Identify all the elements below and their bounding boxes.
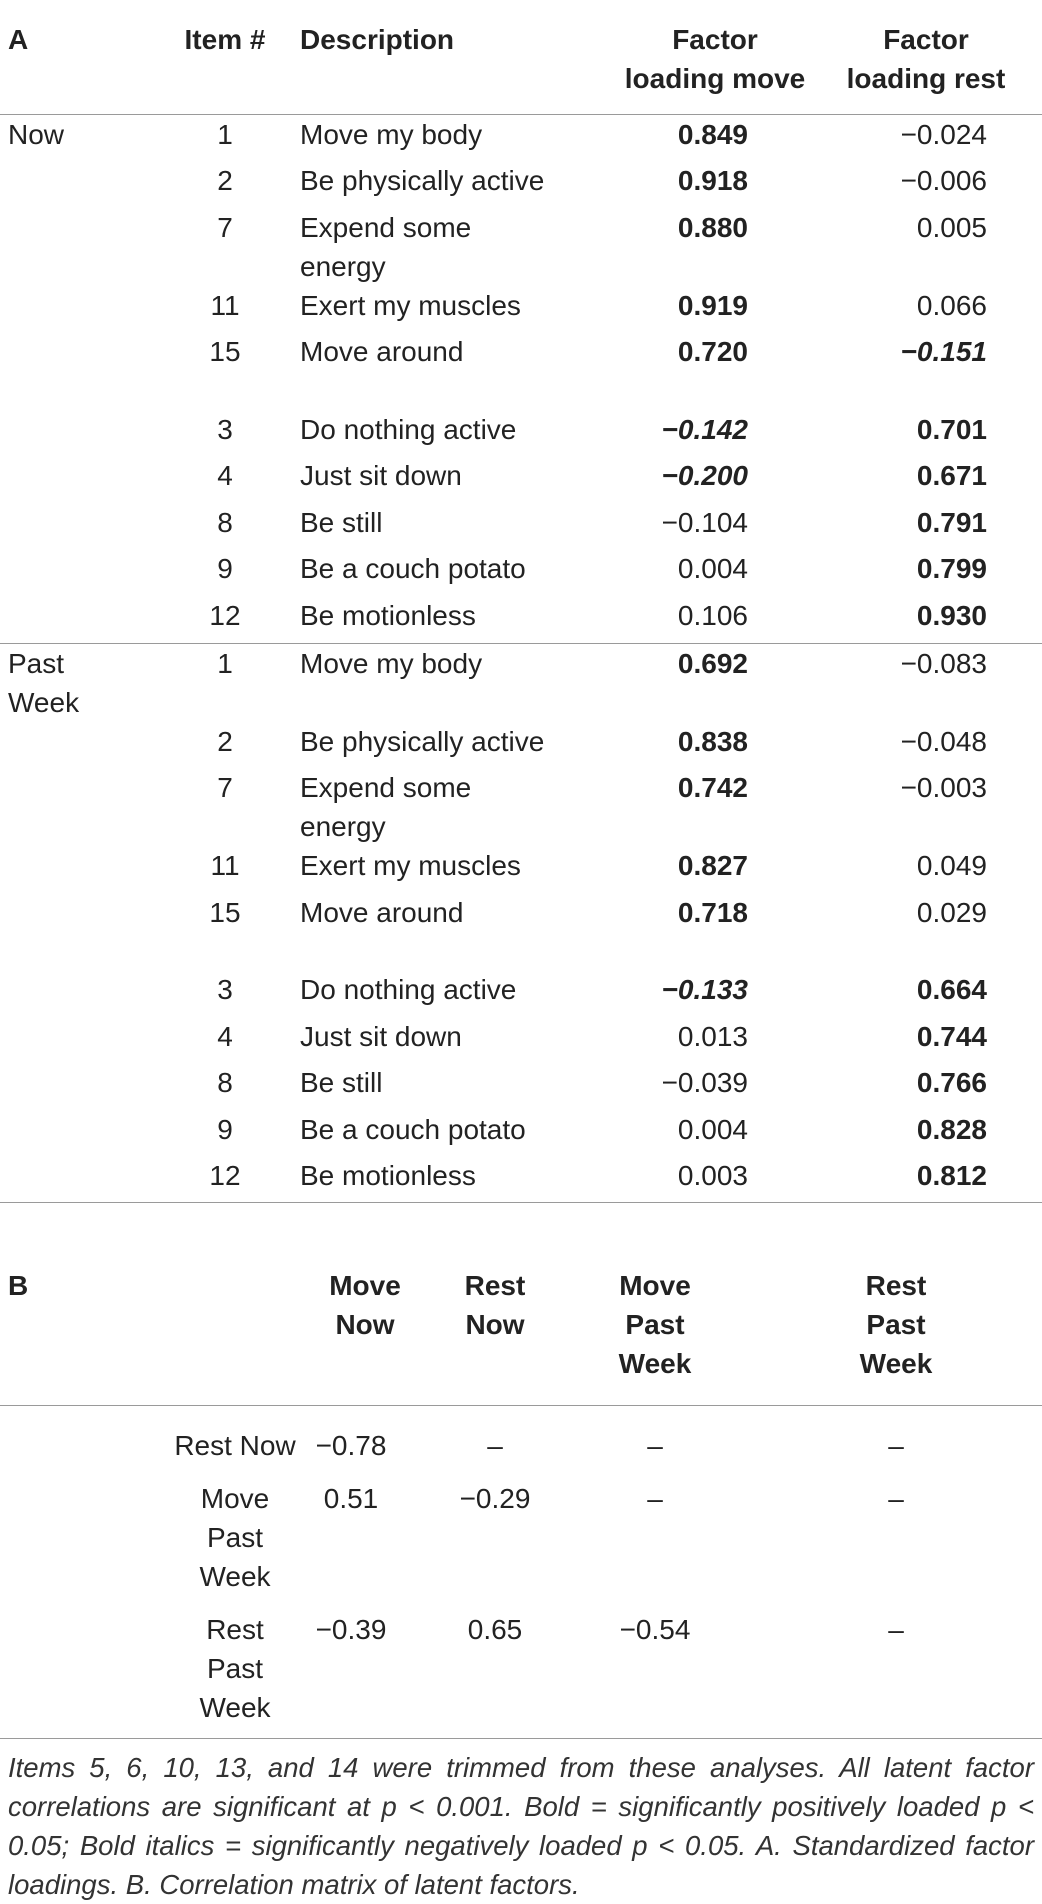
- row-label-line: Rest Now: [174, 1430, 296, 1461]
- time-frame-label: [0, 410, 150, 457]
- correlation-row: [0, 1406, 1042, 1466]
- description-cell: Be a couch potato: [300, 1113, 526, 1145]
- table-row: [0, 1110, 1042, 1157]
- item-number-cell: 15: [209, 896, 241, 928]
- item-number-cell: 9: [217, 1113, 233, 1145]
- item-number-cell: 9: [217, 553, 233, 584]
- description-cell: Be motionless: [300, 599, 476, 631]
- table-row: [0, 846, 1042, 893]
- time-frame-label: [0, 1110, 150, 1157]
- table-row: [0, 503, 1042, 550]
- correlation-matrix-table: [0, 1266, 1042, 1737]
- correlation-value-cell: –: [487, 1430, 503, 1461]
- item-number-cell: 12: [209, 599, 241, 631]
- spacer-cell: [620, 379, 810, 410]
- time-frame-label: [0, 1017, 150, 1064]
- correlation-value-cell: –: [888, 1614, 904, 1645]
- loading-rest-cell: 0.744: [916, 1020, 987, 1052]
- row-label-line: Week: [199, 1561, 271, 1592]
- description-cell: Be physically active: [300, 725, 545, 757]
- item-number-cell: 2: [217, 725, 233, 757]
- time-frame-label: [0, 596, 150, 644]
- column-header-line2: Past: [866, 1309, 926, 1340]
- rest-header-line2: loading rest: [846, 63, 1006, 94]
- item-number-cell: 1: [217, 119, 233, 150]
- time-frame-label: [0, 286, 150, 333]
- correlation-value-cell: –: [647, 1483, 663, 1514]
- time-frame-label: [0, 332, 150, 379]
- spacer-cell: [0, 939, 150, 970]
- description-cell: Exert my muscles: [300, 850, 521, 881]
- factor-loading-rest-header: [810, 20, 1042, 115]
- item-number-cell: 12: [209, 1160, 241, 1191]
- spacer-cell: [620, 939, 810, 970]
- loading-rest-cell: −0.024: [900, 119, 987, 150]
- correlation-header-row: [0, 1266, 1042, 1406]
- table-row: [0, 549, 1042, 596]
- time-frame-label: [0, 208, 150, 286]
- description-cell: Move my body: [300, 119, 483, 150]
- loading-rest-cell: 0.766: [916, 1067, 987, 1098]
- spacer-cell: [150, 939, 300, 970]
- description-cell: Be physically active: [300, 165, 545, 196]
- loading-move-cell: 0.838: [677, 725, 748, 757]
- loading-move-cell: 0.106: [677, 599, 748, 631]
- factor-loading-move-header: [620, 20, 810, 115]
- item-number-cell: 4: [217, 460, 233, 491]
- loading-rest-cell: 0.664: [916, 974, 987, 1005]
- table-row: [0, 208, 1042, 286]
- row-label-line: Past: [206, 1653, 264, 1684]
- rest-header-line1: Factor: [883, 24, 969, 55]
- description-cell: Just sit down: [300, 460, 462, 491]
- block-spacer-row: [0, 939, 1042, 970]
- table-row: [0, 596, 1042, 644]
- loading-rest-cell: 0.791: [916, 506, 987, 538]
- column-header-line1: Rest: [865, 1270, 927, 1301]
- column-header-line2: Past: [625, 1309, 685, 1340]
- table-footnote: Items 5, 6, 10, 13, and 14 were trimmed from these analyses. All latent factor correlations are significant at p < 0.001. Bold = significantly positively loaded p < 0.05; Bold italics = significantly negatively loaded p < 0.05. A. Standardized factor loadings. B. Correlation matrix of latent factors.: [8, 1752, 1034, 1900]
- table-row: [0, 970, 1042, 1017]
- item-number-cell: 7: [217, 211, 233, 243]
- loading-rest-cell: 0.701: [916, 413, 987, 445]
- correlation-value-cell: –: [888, 1483, 904, 1514]
- correlation-column-header: [560, 1266, 750, 1406]
- correlation-value-cell: 0.65: [467, 1614, 523, 1645]
- description-cell: Be motionless: [300, 1160, 476, 1191]
- column-header-line1: Rest: [464, 1270, 526, 1301]
- column-header-line3: Week: [859, 1348, 933, 1379]
- loading-move-cell: −0.200: [661, 460, 748, 491]
- time-frame-label: [0, 1156, 150, 1203]
- footnote-divider: [0, 1738, 1042, 1739]
- correlation-value-cell: –: [647, 1430, 663, 1461]
- item-number-cell: 7: [217, 772, 233, 803]
- spacer-cell: [810, 939, 1042, 970]
- column-header-line1: Move: [619, 1270, 691, 1301]
- spacer-cell: [150, 379, 300, 410]
- time-frame-label-line1: Now: [8, 119, 65, 150]
- correlation-column-header: [430, 1266, 560, 1406]
- loading-move-cell: −0.039: [661, 1067, 748, 1098]
- correlation-value-cell: 0.51: [323, 1483, 379, 1514]
- table-row: [0, 722, 1042, 769]
- item-number-cell: 2: [217, 165, 233, 196]
- loading-move-cell: 0.849: [677, 119, 748, 150]
- table-row: [0, 1063, 1042, 1110]
- loading-rest-cell: 0.828: [916, 1113, 987, 1145]
- spacer-cell: [0, 379, 150, 410]
- row-label-line: Rest: [206, 1614, 264, 1645]
- loading-move-cell: −0.104: [661, 506, 748, 538]
- loading-move-cell: 0.004: [677, 1113, 748, 1145]
- loading-rest-cell: 0.799: [916, 553, 987, 584]
- loading-move-cell: 0.827: [677, 850, 748, 881]
- table-row: [0, 286, 1042, 333]
- table-row: [0, 643, 1042, 722]
- loading-move-cell: −0.133: [661, 974, 748, 1005]
- loading-move-cell: 0.742: [677, 772, 748, 803]
- loading-rest-cell: −0.083: [900, 647, 987, 679]
- time-frame-label: [0, 549, 150, 596]
- correlation-row-label: [0, 1406, 300, 1466]
- time-frame-label: [0, 893, 150, 940]
- description-cell: Expend some energy: [300, 211, 472, 282]
- time-frame-label: [0, 1063, 150, 1110]
- factor-loadings-table: [0, 20, 1042, 1203]
- correlation-column-header: [750, 1266, 1042, 1406]
- correlation-body: [0, 1406, 1042, 1738]
- spacer-cell: [810, 379, 1042, 410]
- item-number-header: Item #: [184, 24, 266, 55]
- loading-rest-cell: −0.048: [900, 725, 987, 757]
- description-cell: Be still: [300, 1067, 383, 1098]
- time-frame-label: [0, 161, 150, 208]
- item-number-cell: 4: [217, 1020, 233, 1052]
- loading-rest-cell: 0.671: [916, 460, 987, 491]
- description-cell: Expend some energy: [300, 772, 472, 842]
- loading-rest-cell: −0.003: [900, 772, 987, 803]
- item-number-cell: 15: [209, 336, 241, 367]
- time-frame-label: [0, 768, 150, 846]
- time-frame-label: [0, 643, 150, 722]
- table-row: [0, 161, 1042, 208]
- correlation-row: [0, 1596, 1042, 1737]
- column-header-line3: Week: [618, 1348, 692, 1379]
- correlation-row-label: [0, 1596, 300, 1737]
- time-frame-label: [0, 970, 150, 1017]
- loading-move-cell: 0.692: [677, 647, 748, 679]
- description-cell: Do nothing active: [300, 974, 517, 1005]
- item-number-cell: 11: [210, 289, 240, 321]
- item-number-cell: 3: [217, 413, 233, 445]
- move-header-line1: Factor: [672, 24, 758, 55]
- loading-move-cell: 0.013: [677, 1020, 748, 1052]
- description-cell: Move around: [300, 336, 464, 367]
- loading-rest-cell: 0.049: [916, 850, 987, 881]
- loading-move-cell: 0.003: [677, 1160, 748, 1191]
- spacer-cell: [300, 939, 620, 970]
- move-header-line2: loading move: [624, 63, 806, 94]
- description-cell: Be a couch potato: [300, 553, 526, 584]
- correlation-value-cell: −0.78: [315, 1430, 387, 1461]
- description-cell: Move around: [300, 896, 464, 928]
- correlation-value-cell: −0.54: [619, 1614, 691, 1645]
- factor-loadings-header-row: [0, 20, 1042, 115]
- table-row: [0, 893, 1042, 940]
- factor-loadings-body: [0, 115, 1042, 1203]
- correlation-row: [0, 1465, 1042, 1596]
- part-b-label: B: [8, 1270, 29, 1301]
- block-spacer-row: [0, 379, 1042, 410]
- description-cell: Just sit down: [300, 1020, 462, 1052]
- loading-move-cell: 0.880: [677, 211, 748, 243]
- time-frame-label: [0, 722, 150, 769]
- table-row: [0, 332, 1042, 379]
- description-header: Description: [300, 24, 455, 55]
- description-cell: Do nothing active: [300, 413, 517, 445]
- loading-rest-cell: −0.006: [900, 165, 987, 196]
- correlation-value-cell: −0.29: [459, 1483, 531, 1514]
- loading-move-cell: 0.720: [677, 336, 748, 367]
- loading-rest-cell: 0.930: [916, 599, 987, 631]
- loading-rest-cell: 0.066: [916, 289, 987, 321]
- column-header-line2: Now: [335, 1309, 395, 1340]
- time-frame-label: [0, 846, 150, 893]
- description-cell: Be still: [300, 506, 383, 538]
- column-header-line2: Now: [465, 1309, 525, 1340]
- part-a-label: A: [8, 24, 29, 55]
- table-row: [0, 1017, 1042, 1064]
- loading-move-cell: 0.004: [677, 553, 748, 584]
- item-number-cell: 3: [217, 974, 233, 1005]
- time-frame-label: [0, 456, 150, 503]
- spacer-cell: [300, 379, 620, 410]
- description-cell: Exert my muscles: [300, 289, 521, 321]
- item-number-cell: 8: [217, 1067, 233, 1098]
- item-number-cell: 8: [217, 506, 233, 538]
- loading-rest-cell: 0.029: [916, 896, 987, 928]
- correlation-row-label: [0, 1465, 300, 1596]
- table-row: [0, 1156, 1042, 1203]
- time-frame-label: [0, 503, 150, 550]
- loading-move-cell: −0.142: [661, 413, 748, 445]
- loading-move-cell: 0.918: [677, 165, 748, 196]
- time-frame-label-line1: Past: [8, 647, 65, 679]
- loading-rest-cell: 0.005: [916, 211, 987, 243]
- item-number-cell: 1: [217, 647, 233, 679]
- row-label-line: Move: [200, 1483, 270, 1514]
- table-row: [0, 768, 1042, 846]
- table-row: [0, 115, 1042, 162]
- loading-rest-cell: −0.151: [900, 336, 987, 367]
- row-label-line: Week: [199, 1692, 271, 1723]
- loading-move-cell: 0.919: [677, 289, 748, 321]
- loading-move-cell: 0.718: [677, 896, 748, 928]
- correlation-value-cell: –: [888, 1430, 904, 1461]
- correlation-column-header: [300, 1266, 430, 1406]
- row-label-line: Past: [206, 1522, 264, 1553]
- table-row: [0, 410, 1042, 457]
- time-frame-label-line2: Week: [8, 686, 80, 718]
- column-header-line1: Move: [329, 1270, 401, 1301]
- item-number-cell: 11: [210, 850, 240, 881]
- table-row: [0, 456, 1042, 503]
- correlation-value-cell: −0.39: [315, 1614, 387, 1645]
- description-cell: Move my body: [300, 647, 483, 679]
- loading-rest-cell: 0.812: [916, 1160, 987, 1191]
- time-frame-label: [0, 115, 150, 162]
